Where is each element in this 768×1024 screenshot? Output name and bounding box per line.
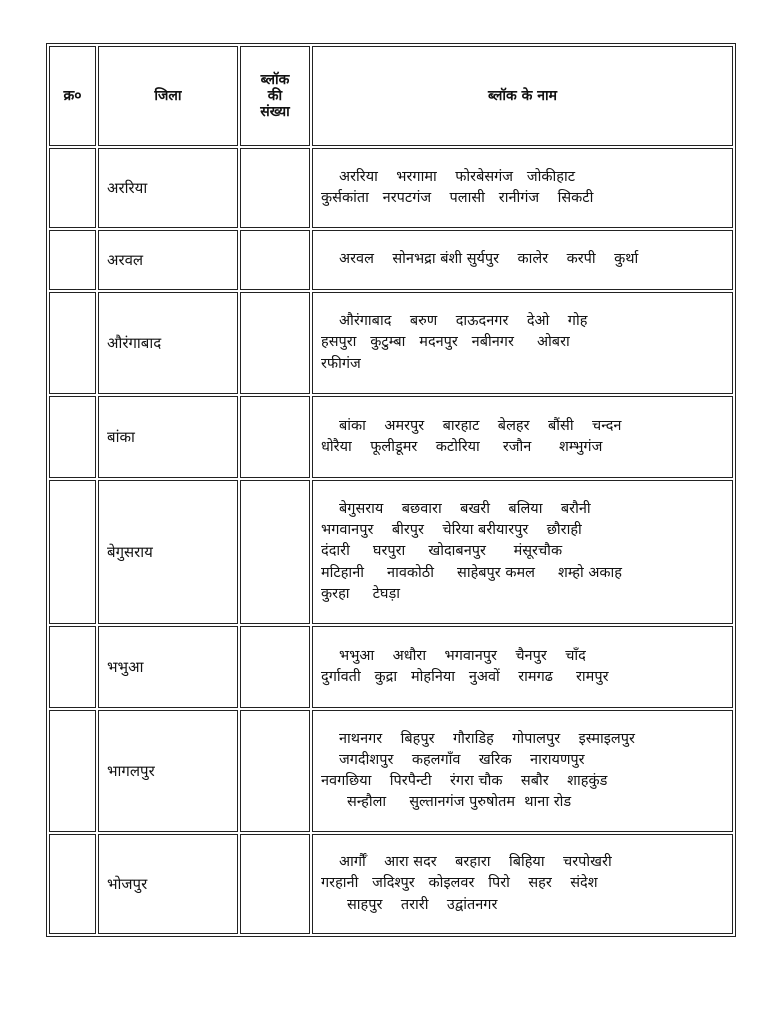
block-names-line: बेगुसराय बछवारा बखरी बलिया बरौनी — [339, 501, 591, 518]
block-names-line: भभुआ अधौरा भगवानपुर चैनपुर चाँद — [339, 647, 586, 664]
table-row — [49, 480, 733, 624]
header-block-count — [240, 46, 310, 146]
block-count-cell — [240, 230, 310, 290]
district-blocks-table — [46, 43, 736, 937]
header-block-count-line3: संख्या — [260, 104, 290, 121]
district-cell: भभुआ — [98, 626, 238, 708]
header-serial: क्र० — [49, 46, 96, 146]
table-row — [49, 396, 733, 478]
header-block-count-line1: ब्लॉक — [260, 71, 290, 88]
serial-cell — [49, 292, 96, 394]
block-names-cell — [312, 396, 733, 478]
document-page — [46, 43, 736, 937]
header-block-count-line2: की — [267, 87, 283, 104]
header-district: जिला — [98, 46, 238, 146]
block-names-cell — [312, 292, 733, 394]
block-count-cell — [240, 710, 310, 832]
block-names-line: बांका अमरपुर बारहाट बेलहर बौंसी चन्दन — [339, 417, 622, 434]
district-cell: बांका — [98, 396, 238, 478]
serial-cell — [49, 710, 96, 832]
table-row — [49, 710, 733, 832]
block-count-cell — [240, 292, 310, 394]
header-row — [49, 46, 733, 146]
district-cell: भोजपुर — [98, 834, 238, 934]
serial-cell — [49, 834, 96, 934]
block-names-line: आर्गौँ आरा सदर बरहारा बिहिया चरपोखरी — [339, 854, 612, 871]
district-cell: अरवल — [98, 230, 238, 290]
serial-cell — [49, 480, 96, 624]
block-count-cell — [240, 834, 310, 934]
block-names-cell — [312, 480, 733, 624]
serial-cell — [49, 626, 96, 708]
block-names-line: कुर्सकांता नरपटगंज पलासी रानीगंज सिकटी — [321, 190, 594, 206]
serial-cell — [49, 148, 96, 228]
block-names-cell — [312, 626, 733, 708]
block-names-line: औरंगाबाद बरुण दाऊदनगर देओ गोह — [339, 313, 588, 330]
serial-cell — [49, 396, 96, 478]
table-row — [49, 148, 733, 228]
block-count-cell — [240, 626, 310, 708]
block-names-line: अरवल सोनभद्रा बंशी सुर्यपुर कालेर करपी कुर्था — [339, 251, 639, 268]
table-row — [49, 626, 733, 708]
block-names-line: सन्हौला सुल्तानगंज पुरुषोतम थाना रोड — [347, 794, 572, 811]
block-names-line: साहपुर तरारी उद्वांतनगर — [347, 896, 498, 913]
block-names-line: कुरहा टेघड़ा — [321, 585, 400, 602]
block-names-line: जगदीशपुर कहलगाँव खरिक नारायणपुर — [339, 751, 585, 768]
district-cell: बेगुसराय — [98, 480, 238, 624]
block-names-line: रफीगंज — [321, 355, 361, 372]
block-names-line: हसपुरा कुटुम्बा मदनपुर नबीनगर ओबरा — [321, 334, 570, 351]
block-names-line: नाथनगर बिहपुर गौराडिह गोपालपुर इस्माइलपुर — [339, 730, 635, 747]
table-row — [49, 292, 733, 394]
district-cell: औरंगाबाद — [98, 292, 238, 394]
block-names-cell — [312, 148, 733, 228]
block-count-cell — [240, 148, 310, 228]
block-names-line: नवगछिया पिरपैन्टी रंगरा चौक सबौर शाहकुंड — [321, 773, 608, 789]
block-names-line: दुर्गावती कुद्रा मोहनिया नुअवों रामगढ रामपुर — [321, 669, 609, 685]
serial-cell — [49, 230, 96, 290]
district-cell: भागलपुर — [98, 710, 238, 832]
block-names-cell — [312, 710, 733, 832]
table-row — [49, 230, 733, 290]
block-count-cell — [240, 396, 310, 478]
block-names-line: दंदारी घरपुरा खोदाबनपुर मंसूरचौक — [321, 543, 563, 560]
header-block-names: ब्लॉक के नाम — [312, 46, 733, 146]
block-names-line: भगवानपुर बीरपुर चेरिया बरीयारपुर छौराही — [321, 522, 582, 539]
district-cell: अररिया — [98, 148, 238, 228]
block-names-cell — [312, 230, 733, 290]
block-names-line: अररिया भरगामा फोरबेसगंज जोकीहाट — [339, 168, 576, 185]
block-names-line: धोरैया फूलीडूमर कटोरिया रजौन शम्भुगंज — [321, 439, 603, 455]
block-names-line: मटिहानी नावकोठी साहेबपुर कमल शम्हो अकाह — [321, 564, 622, 581]
block-count-cell — [240, 480, 310, 624]
table-row — [49, 834, 733, 934]
block-names-cell — [312, 834, 733, 934]
block-names-line: गरहानी जदिश्पुर कोइलवर पिरो सहर संदेश — [321, 875, 598, 892]
